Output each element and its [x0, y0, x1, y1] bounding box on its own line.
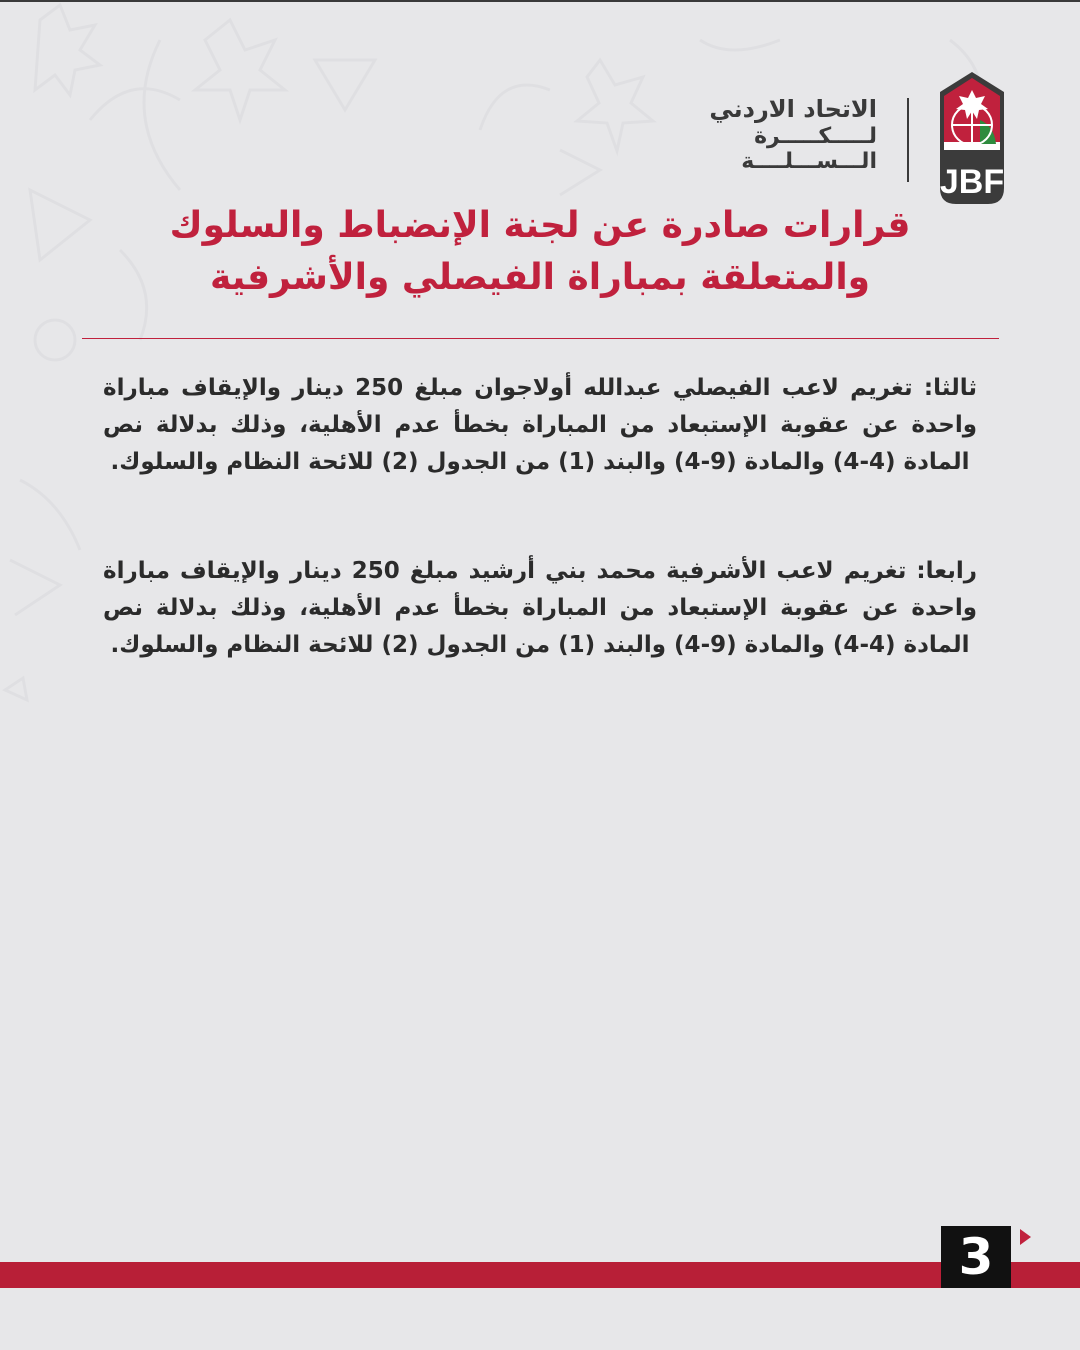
decision-paragraph-3: ثالثا: تغريم لاعب الفيصلي عبدالله أولاجوان مبلغ 250 دينار والإيقاف مباراة واحدة عن عقوبة الإستبعاد من المباراة بخطأ عدم الأهلية، وذلك بدلالة نص المادة (4-4) والمادة (9-4) والبند (1) من الجدول (2) للائحة النظام والسلوك.: [103, 375, 978, 475]
logo-text: JBF: [939, 163, 1005, 201]
basketball-shield-icon: [932, 70, 1012, 208]
title-divider: [82, 338, 999, 339]
title-line-1: قرارات صادرة عن لجنة الإنضباط والسلوك: [169, 205, 911, 246]
federation-name-line-3: الـــســـلــــة: [741, 148, 877, 174]
play-arrow-icon: [1020, 1226, 1032, 1248]
title-line-2: والمتعلقة بمباراة الفيصلي والأشرفية: [209, 257, 871, 298]
footer-bar: [0, 1262, 1080, 1288]
federation-logo-block: [672, 70, 1012, 210]
federation-name-line-1: الاتحاد الاردني: [709, 95, 877, 123]
page-number-badge: 3: [941, 1226, 1011, 1288]
logo-divider: [907, 98, 909, 182]
federation-name: [677, 96, 877, 174]
page-title: [100, 200, 980, 304]
decision-paragraph-4: رابعا: تغريم لاعب الأشرفية محمد بني أرشيد مبلغ 250 دينار والإيقاف مباراة واحدة عن عقوبة الإستبعاد من المباراة بخطأ عدم الأهلية، وذلك بدلالة نص المادة (4-4) والمادة (9-4) والبند (1) من الجدول (2) للائحة النظام والسلوك.: [103, 558, 978, 658]
federation-name-line-2: لـــــكـــــرة: [754, 123, 877, 149]
